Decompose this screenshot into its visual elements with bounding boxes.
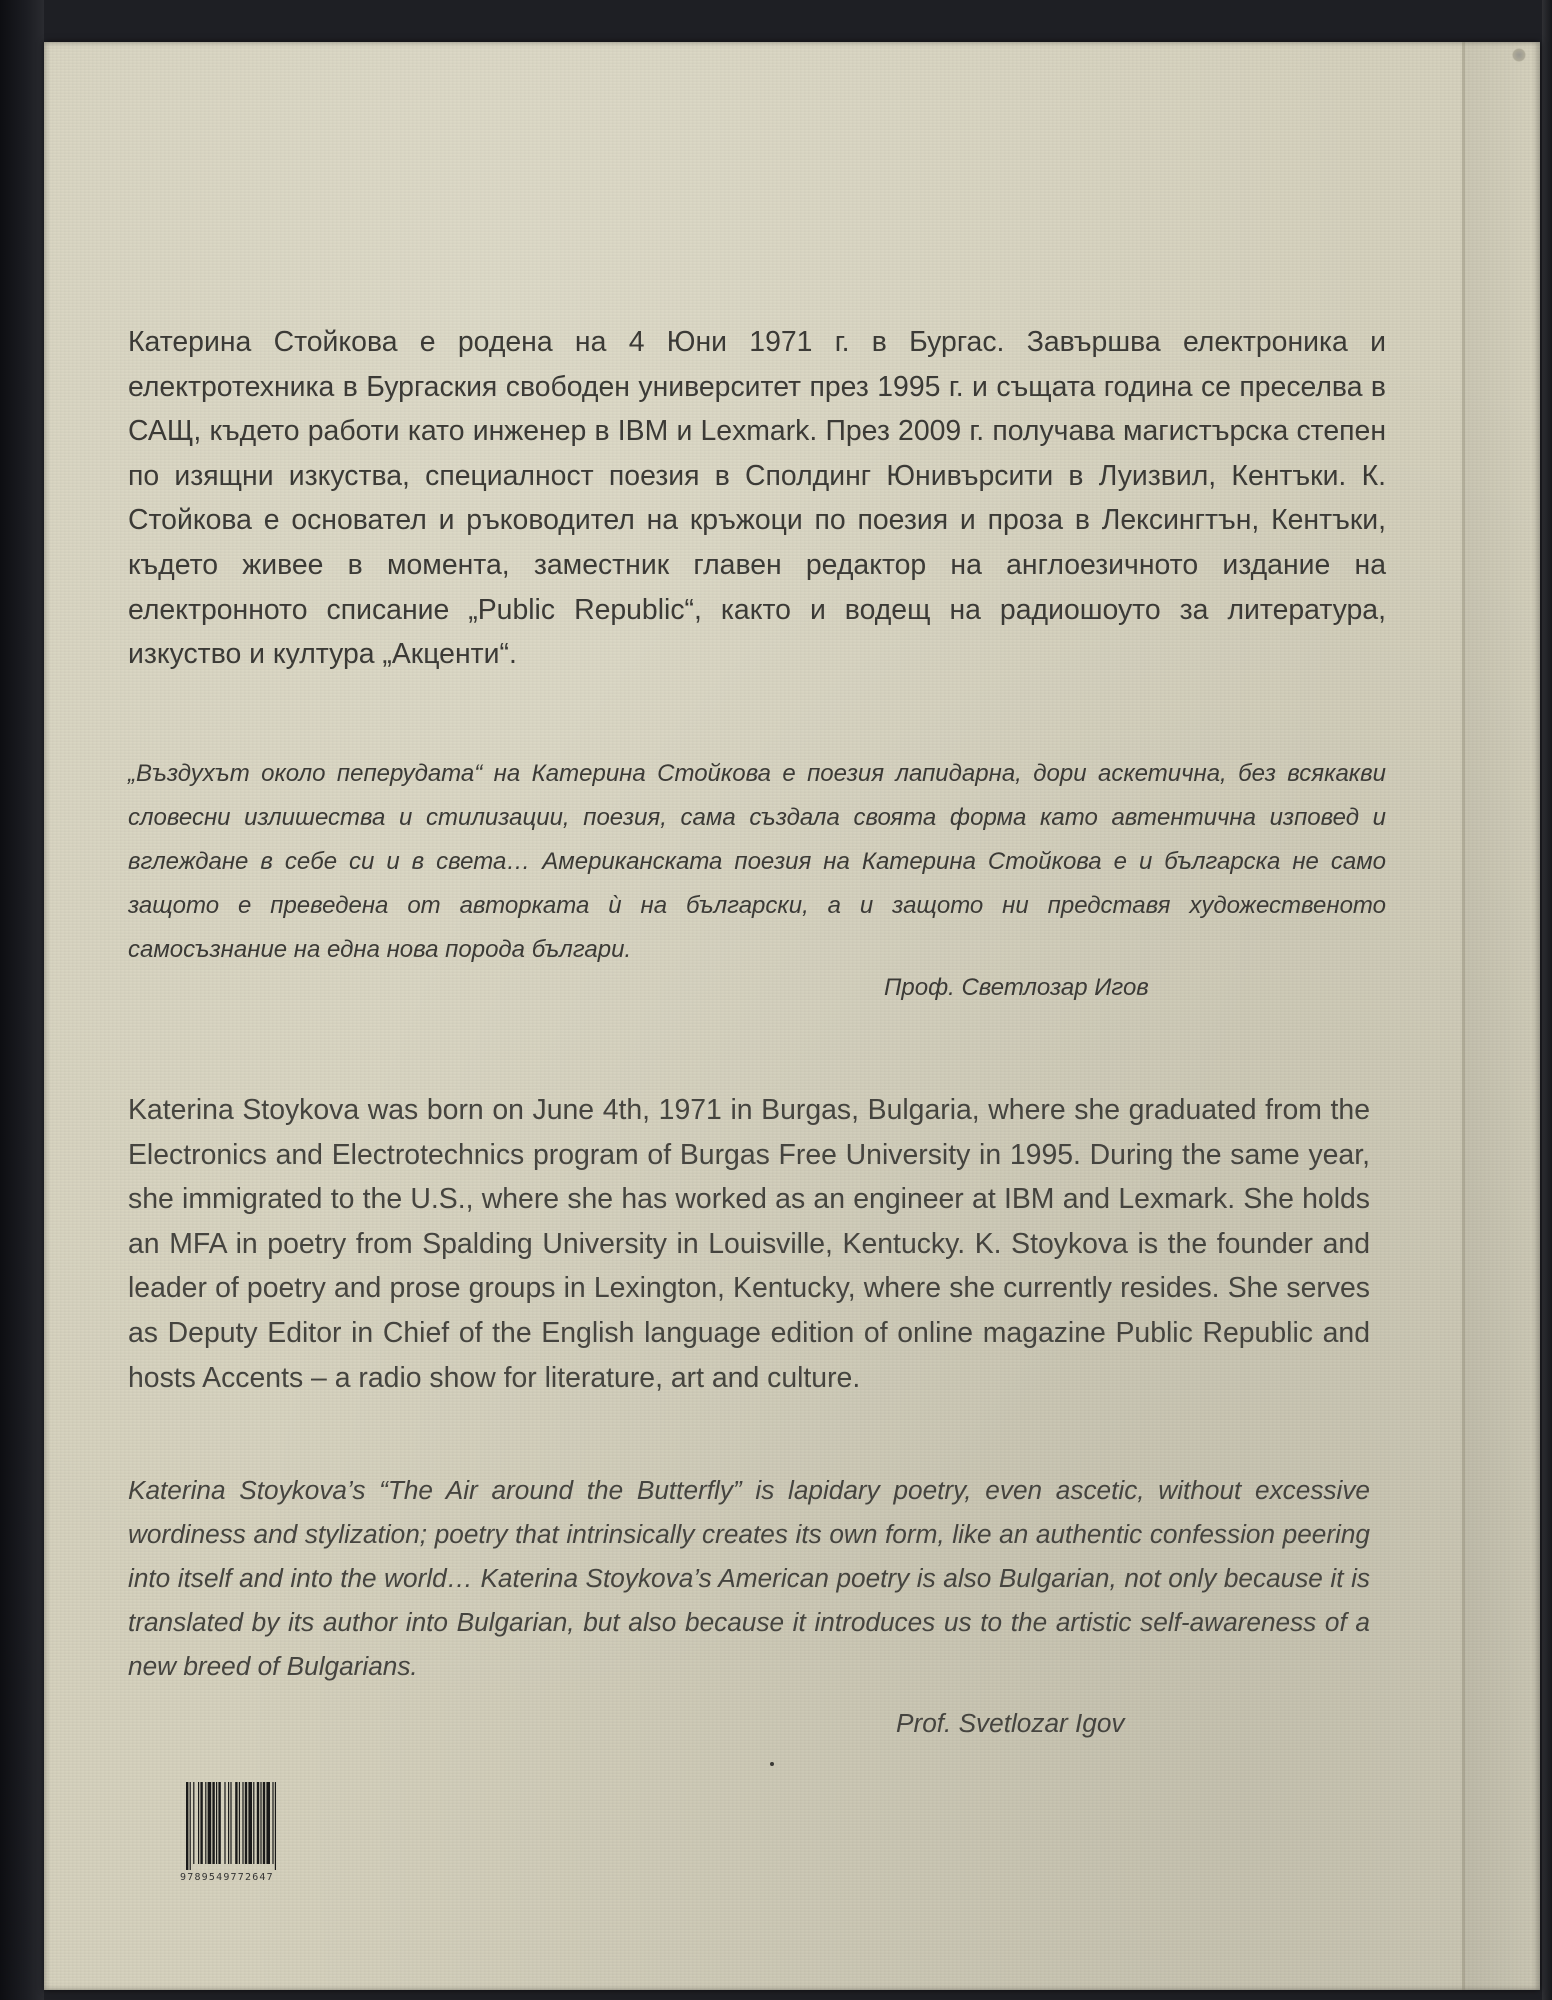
bulgarian-bio: Катерина Стойкова е родена на 4 Юни 1971 г. в Бургас. Завършва електроника и електротехника в Бургаския свободен университет през 1995 г. и същата година се преселва в САЩ, където работи като инженер в IBM и Lexmark. През 2009 г. получава магистърска степен по изящни изкуства, специалност поезия в Сполдинг Юнивърсити в Луизвил, Кентъки. К. Стойкова е основател и ръководител на кръжоци по поезия и проза в Лексингтън, Кентъки, където живее в момента, заместник главен редактор на англоезичното издание на електронното списание „Public Republic“, както и водещ на радиошоуто за литература, изкуство и култура „Акценти“. [128, 326, 1386, 671]
english-attribution: Prof. Svetlozar Igov [896, 1708, 1125, 1738]
english-bio: Katerina Stoykova was born on June 4th, 1971 in Burgas, Bulgaria, where she graduated from the Electronics and Electrotechnics program of Burgas Free University in 1995. During the same year, she immigrated to the U.S., where she has worked as an engineer at IBM and Lexmark. She holds an MFA in poetry from Spalding University in Louisville, Kentucky. K. Stoykova is the founder and leader of poetry and prose groups in Lexington, Kentucky, where she currently resides. She serves as Deputy Editor in Chief of the English language edition of online magazine Public Republic and hosts Accents – a radio show for literature, art and culture. [128, 1094, 1370, 1394]
barcode-bar [260, 1782, 261, 1864]
barcode-digits: 9789549772647 [180, 1872, 274, 1883]
barcode-bars [184, 1782, 312, 1870]
barcode-bar [263, 1782, 265, 1864]
book-left-edge [0, 0, 44, 2000]
barcode-bar [208, 1782, 212, 1864]
barcode-bar [239, 1782, 240, 1864]
english-quote: Katerina Stoykova’s “The Air around the Butterfly” is lapidary poetry, even ascetic, without excessive wordiness and stylization; poetry that intrinsically creates its own form, like an authentic confession peering into itself and into the world… Katerina Stoykova’s American poetry is also Bulgarian, not only because it is translated by its author into Bulgarian, but also because it introduces us to the artistic self-awareness of a new breed of Bulgarians. [128, 1475, 1370, 1681]
barcode-bar [230, 1782, 231, 1864]
book-right-edge [1542, 0, 1552, 2000]
barcode-bar [193, 1782, 194, 1864]
barcode-bar [235, 1782, 237, 1864]
barcode-bar [228, 1782, 229, 1864]
barcode-bar [242, 1782, 243, 1864]
barcode-bar [205, 1782, 206, 1864]
isbn-barcode [180, 1782, 316, 1894]
barcode-bar [253, 1782, 254, 1864]
barcode-bar [245, 1782, 247, 1864]
ink-dot [770, 1762, 774, 1766]
barcode-bar [212, 1782, 214, 1864]
barcode-bar [216, 1782, 217, 1864]
barcode-bar [224, 1782, 225, 1864]
hinge-shadow [1465, 42, 1540, 1990]
barcode-bar [200, 1782, 202, 1864]
barcode-bar [275, 1782, 276, 1870]
barcode-bar [186, 1782, 188, 1870]
barcode-bar [248, 1782, 252, 1864]
barcode-bar [198, 1782, 199, 1864]
bulgarian-quote: „Въздухът около пеперудата“ на Катерина Стойкова е поезия лапидарна, дори аскетична, без всякакви словесни излишества и стилизации, поезия, сама създала своята форма като автентична изповед и вглеждане в себе си и в света… Американската поезия на Катерина Стойкова е и българска не само защото е преведена от авторката ѝ на български, а и защото ни представя художественото самосъзнание на една нова порода българи. [128, 760, 1386, 963]
barcode-bar [266, 1782, 270, 1864]
barcode-bar [257, 1782, 259, 1864]
bulgarian-attribution: Проф. Светлозар Игов [884, 974, 1149, 1001]
barcode-bar [190, 1782, 191, 1870]
barcode-bar [272, 1782, 273, 1864]
barcode-bar [218, 1782, 220, 1864]
corner-mark-icon [1512, 48, 1526, 62]
